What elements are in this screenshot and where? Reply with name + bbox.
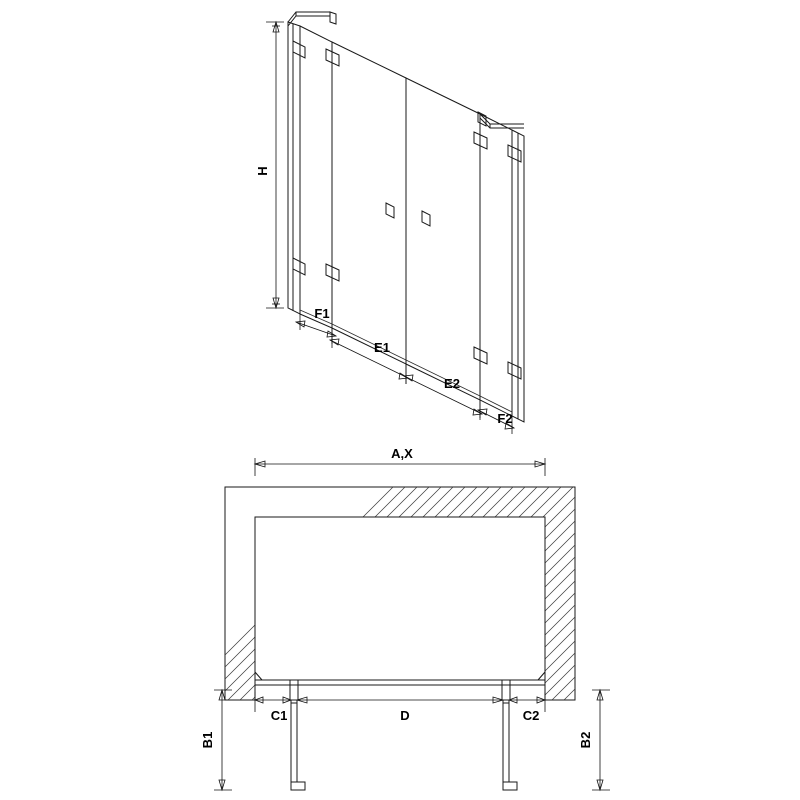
door-leaf-right	[406, 78, 480, 400]
dimension-d	[297, 697, 503, 703]
fixed-panel-right-glass	[480, 114, 512, 416]
top-plan-view	[180, 446, 784, 790]
right-pivot-profile	[502, 680, 517, 790]
top-support-bar-right	[478, 112, 524, 128]
label-f2: F2	[497, 411, 513, 426]
dimension-e1	[330, 328, 408, 384]
hinge-left-lower	[293, 258, 305, 275]
label-height: H	[255, 166, 270, 176]
fixed-panel-left-glass	[300, 26, 332, 328]
dimension-b1	[214, 690, 232, 790]
dimension-b2	[592, 690, 610, 790]
door-leaf-left	[332, 42, 406, 364]
hinge-right-upper	[508, 145, 521, 162]
handle-right-door	[422, 211, 430, 226]
label-c2: C2	[522, 708, 540, 723]
left-pivot-profile	[290, 680, 305, 790]
label-c1: C1	[270, 708, 288, 723]
label-f1: F1	[314, 306, 330, 321]
label-b2: B2	[578, 731, 593, 749]
hinge-left-upper	[293, 41, 305, 58]
inner-room-outline	[255, 517, 545, 700]
wall-outline	[225, 487, 575, 700]
label-e1: E1	[374, 340, 390, 355]
handle-left-door	[386, 203, 394, 218]
label-d: D	[400, 708, 410, 723]
dimension-height	[266, 22, 284, 308]
left-wall-profile	[288, 22, 300, 314]
right-wall-profile	[512, 130, 524, 422]
track-end-returns	[255, 672, 545, 680]
hinge-right-lower	[508, 362, 521, 379]
label-e2: E2	[444, 376, 460, 391]
front-elevation-view	[255, 12, 524, 434]
wall-hatching	[180, 480, 784, 700]
label-b1: B1	[200, 731, 215, 749]
label-overall-width: A,X	[391, 446, 413, 461]
dimension-e2	[404, 364, 482, 420]
